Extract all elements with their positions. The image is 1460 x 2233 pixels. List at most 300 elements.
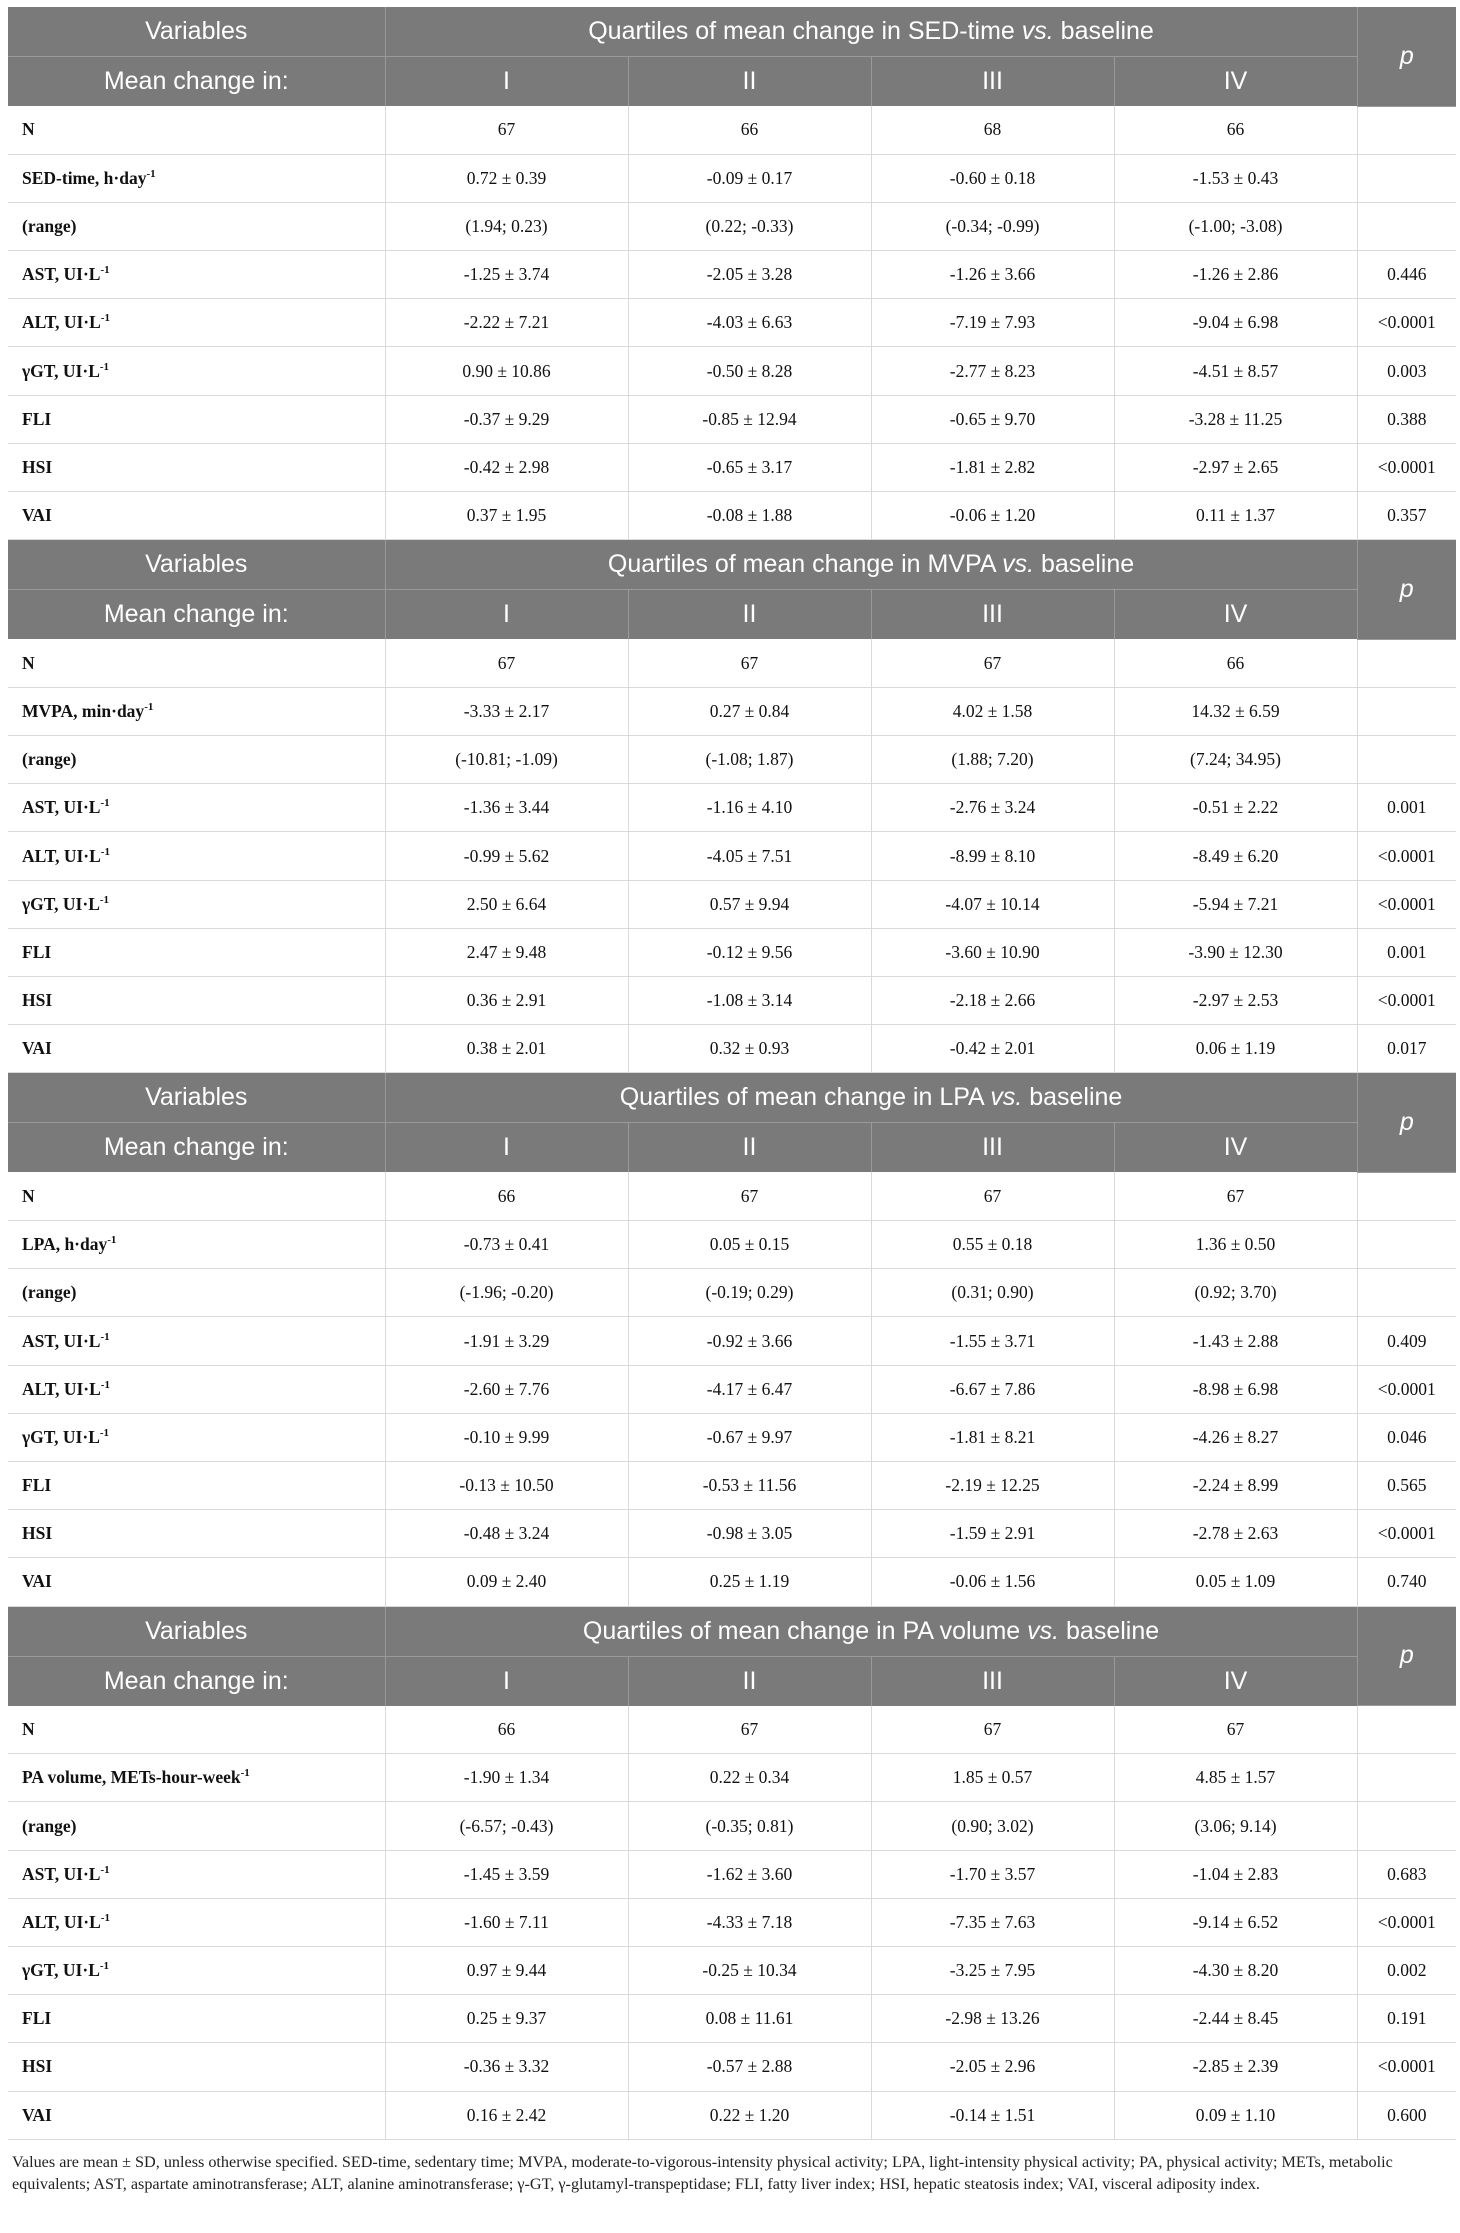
table-row: [8, 977, 1456, 1025]
quartile-ii-value: -0.65 ± 3.17: [628, 443, 871, 491]
quartile-iii-value: -0.14 ± 1.51: [871, 2091, 1114, 2139]
vs-label: vs.: [1027, 1616, 1060, 1645]
vs-label: vs.: [990, 1083, 1023, 1112]
quartile-i-value: -2.22 ± 7.21: [385, 299, 628, 347]
p-value: 0.446: [1357, 251, 1456, 299]
quartile-iv-value: -1.43 ± 2.88: [1114, 1317, 1357, 1365]
row-label: [8, 347, 385, 395]
p-value: 0.002: [1357, 1947, 1456, 1995]
row-label-superscript: -1: [100, 312, 110, 325]
table-header: [8, 7, 1456, 106]
table-row: [8, 1802, 1456, 1850]
p-value: [1357, 1269, 1456, 1317]
quartile-iii-value: -0.42 ± 2.01: [871, 1025, 1114, 1073]
quartile-ii-value: 66: [628, 106, 871, 154]
row-label-text: AST, UI·L: [22, 1863, 101, 1884]
row-label: [8, 1802, 385, 1850]
quartile-iv-value: -4.30 ± 8.20: [1114, 1947, 1357, 1995]
quartile-iii-value: -1.26 ± 3.66: [871, 251, 1114, 299]
quartile-i-value: -2.60 ± 7.76: [385, 1365, 628, 1413]
quartile-ii-value: (-1.08; 1.87): [628, 736, 871, 784]
quartile-i-value: 66: [385, 1706, 628, 1754]
quartile-i-value: -0.10 ± 9.99: [385, 1413, 628, 1461]
quartile-iii-value: (0.31; 0.90): [871, 1269, 1114, 1317]
row-label: [8, 1754, 385, 1802]
table-row: [8, 2043, 1456, 2091]
p-value: 0.388: [1357, 395, 1456, 443]
quartile-iv-header: IV: [1114, 57, 1357, 107]
p-value: [1357, 736, 1456, 784]
row-label: [8, 492, 385, 540]
p-value: 0.017: [1357, 1025, 1456, 1073]
p-value: [1357, 202, 1456, 250]
quartile-iv-value: -2.44 ± 8.45: [1114, 1995, 1357, 2043]
table-row: [8, 1947, 1456, 1995]
p-value: <0.0001: [1357, 443, 1456, 491]
title-prefix: Quartiles of mean change in: [607, 550, 928, 579]
table-header: [8, 540, 1456, 639]
row-label-superscript: -1: [99, 1960, 110, 1973]
row-label: [8, 395, 385, 443]
row-label-text: VAI: [22, 1571, 52, 1592]
quartile-iii-value: (0.90; 3.02): [871, 1802, 1114, 1850]
quartile-i-value: -1.91 ± 3.29: [385, 1317, 628, 1365]
quartile-iii-value: -1.70 ± 3.57: [871, 1850, 1114, 1898]
quartile-table: [8, 1607, 1456, 2140]
quartile-iii-value: 0.55 ± 0.18: [871, 1221, 1114, 1269]
quartile-i-value: -0.37 ± 9.29: [385, 395, 628, 443]
row-label: [8, 1995, 385, 2043]
row-label: [8, 1898, 385, 1946]
quartiles-title-header: [385, 7, 1357, 57]
p-value: 0.683: [1357, 1850, 1456, 1898]
quartile-iv-value: -8.49 ± 6.20: [1114, 832, 1357, 880]
table-row: [8, 639, 1456, 687]
table-row: [8, 1706, 1456, 1754]
row-label-text: AST, UI·L: [22, 264, 101, 285]
quartile-iv-value: (7.24; 34.95): [1114, 736, 1357, 784]
vs-label: vs.: [1002, 550, 1035, 579]
quartile-iv-value: -3.28 ± 11.25: [1114, 395, 1357, 443]
quartile-ii-value: (0.22; -0.33): [628, 202, 871, 250]
exposure-name: SED-time: [907, 17, 1015, 45]
quartile-iv-value: -2.24 ± 8.99: [1114, 1462, 1357, 1510]
row-label: [8, 1413, 385, 1461]
mean-change-header: Mean change in:: [103, 1666, 289, 1695]
p-value: [1357, 154, 1456, 202]
quartile-ii-value: -0.85 ± 12.94: [628, 395, 871, 443]
quartile-iv-value: (0.92; 3.70): [1114, 1269, 1357, 1317]
p-value: <0.0001: [1357, 880, 1456, 928]
p-value: [1357, 1172, 1456, 1220]
quartile-i-value: 67: [385, 639, 628, 687]
row-label: [8, 154, 385, 202]
p-value: 0.191: [1357, 1995, 1456, 2043]
row-label-superscript: -1: [146, 167, 156, 180]
row-label-superscript: -1: [99, 893, 110, 906]
quartile-ii-value: -0.25 ± 10.34: [628, 1947, 871, 1995]
quartile-ii-value: 0.08 ± 11.61: [628, 1995, 871, 2043]
quartile-i-value: 0.97 ± 9.44: [385, 1947, 628, 1995]
table-row: [8, 687, 1456, 735]
quartile-iv-value: -5.94 ± 7.21: [1114, 880, 1357, 928]
row-label: [8, 784, 385, 832]
table-header: [8, 1073, 1456, 1172]
row-label-superscript: -1: [240, 1767, 250, 1780]
quartile-i-value: (-1.96; -0.20): [385, 1269, 628, 1317]
variables-header: Variables: [8, 1073, 385, 1123]
p-value: 0.409: [1357, 1317, 1456, 1365]
row-label-text: FLI: [22, 1475, 52, 1496]
quartile-i-value: -0.48 ± 3.24: [385, 1510, 628, 1558]
row-label-text: AST, UI·L: [22, 1330, 101, 1351]
table-row: [8, 395, 1456, 443]
quartile-ii-value: (-0.19; 0.29): [628, 1269, 871, 1317]
quartile-iv-value: 66: [1114, 106, 1357, 154]
p-value: 0.046: [1357, 1413, 1456, 1461]
quartile-ii-value: 67: [628, 1172, 871, 1220]
row-label-superscript: -1: [99, 360, 110, 373]
table-row: [8, 1850, 1456, 1898]
table-row: [8, 1172, 1456, 1220]
quartile-ii-value: 0.57 ± 9.94: [628, 880, 871, 928]
quartile-iv-value: 14.32 ± 6.59: [1114, 687, 1357, 735]
quartile-i-value: 0.72 ± 0.39: [385, 154, 628, 202]
quartile-iii-header: III: [871, 1123, 1114, 1173]
row-label-text: N: [22, 1718, 35, 1739]
quartile-ii-value: 0.27 ± 0.84: [628, 687, 871, 735]
quartile-ii-value: (-0.35; 0.81): [628, 1802, 871, 1850]
quartile-iii-value: -0.65 ± 9.70: [871, 395, 1114, 443]
quartile-i-value: -0.36 ± 3.32: [385, 2043, 628, 2091]
quartile-iv-value: 0.05 ± 1.09: [1114, 1558, 1357, 1606]
row-label-text: PA volume, METs-hour-week: [22, 1767, 241, 1788]
exposure-name: PA volume: [902, 1616, 1021, 1645]
row-label-text: γGT, UI·L: [22, 893, 100, 914]
p-value: <0.0001: [1357, 2043, 1456, 2091]
quartile-iii-value: -2.18 ± 2.66: [871, 977, 1114, 1025]
quartile-ii-value: -4.03 ± 6.63: [628, 299, 871, 347]
quartile-iv-value: -1.53 ± 0.43: [1114, 154, 1357, 202]
quartile-iii-header: III: [871, 1656, 1114, 1706]
quartile-iv-header: IV: [1114, 590, 1357, 640]
quartile-iii-value: -4.07 ± 10.14: [871, 880, 1114, 928]
row-label-text: ALT, UI·L: [22, 1911, 101, 1932]
quartile-iv-value: -2.97 ± 2.53: [1114, 977, 1357, 1025]
table-row: [8, 832, 1456, 880]
quartile-i-value: 67: [385, 106, 628, 154]
quartile-iv-value: -4.26 ± 8.27: [1114, 1413, 1357, 1461]
row-label: [8, 1510, 385, 1558]
quartile-ii-value: 0.32 ± 0.93: [628, 1025, 871, 1073]
quartile-iii-value: -2.77 ± 8.23: [871, 347, 1114, 395]
quartile-i-value: 0.37 ± 1.95: [385, 492, 628, 540]
quartile-ii-value: 0.22 ± 0.34: [628, 1754, 871, 1802]
row-label: [8, 251, 385, 299]
quartile-i-value: -1.25 ± 3.74: [385, 251, 628, 299]
row-label-text: AST, UI·L: [22, 797, 101, 818]
row-label: [8, 832, 385, 880]
quartile-ii-header: II: [628, 1656, 871, 1706]
row-label: [8, 106, 385, 154]
quartile-table: [8, 540, 1456, 1073]
variables-header: Variables: [8, 7, 385, 57]
quartile-i-value: (1.94; 0.23): [385, 202, 628, 250]
p-value: <0.0001: [1357, 1365, 1456, 1413]
exposure-name: LPA: [939, 1083, 984, 1112]
p-value: 0.357: [1357, 492, 1456, 540]
row-label: [8, 202, 385, 250]
row-label-text: ALT, UI·L: [22, 1378, 101, 1399]
quartile-iv-value: -9.04 ± 6.98: [1114, 299, 1357, 347]
quartile-ii-value: -0.08 ± 1.88: [628, 492, 871, 540]
quartile-iii-value: (1.88; 7.20): [871, 736, 1114, 784]
p-value-header: p: [1357, 7, 1456, 106]
table-body: [8, 639, 1456, 1073]
row-label: [8, 687, 385, 735]
row-label-superscript: -1: [100, 1912, 110, 1925]
quartile-iii-value: -0.06 ± 1.20: [871, 492, 1114, 540]
row-label-superscript: -1: [100, 1378, 110, 1391]
quartile-i-value: 0.09 ± 2.40: [385, 1558, 628, 1606]
row-label-superscript: -1: [100, 845, 110, 858]
row-label: [8, 977, 385, 1025]
quartile-ii-value: 67: [628, 639, 871, 687]
quartile-ii-value: -0.67 ± 9.97: [628, 1413, 871, 1461]
quartile-iv-value: 66: [1114, 639, 1357, 687]
mean-change-header: Mean change in:: [103, 600, 289, 629]
title-suffix: baseline: [1022, 1083, 1123, 1112]
row-label: [8, 639, 385, 687]
table-row: [8, 299, 1456, 347]
quartile-iii-value: -8.99 ± 8.10: [871, 832, 1114, 880]
p-value-header: p: [1357, 1073, 1456, 1172]
row-label-text: (range): [22, 215, 77, 236]
mean-change-header: Mean change in:: [103, 1133, 289, 1162]
quartile-i-value: -1.60 ± 7.11: [385, 1898, 628, 1946]
quartile-iv-value: -3.90 ± 12.30: [1114, 928, 1357, 976]
quartile-i-value: 0.25 ± 9.37: [385, 1995, 628, 2043]
p-value-header: p: [1357, 540, 1456, 639]
p-value: [1357, 106, 1456, 154]
quartile-iv-value: -2.85 ± 2.39: [1114, 2043, 1357, 2091]
quartile-i-value: 2.50 ± 6.64: [385, 880, 628, 928]
quartile-iv-value: -2.78 ± 2.63: [1114, 1510, 1357, 1558]
quartile-iii-value: 67: [871, 639, 1114, 687]
title-suffix: baseline: [1034, 550, 1135, 579]
table-body: [8, 106, 1456, 540]
quartile-ii-header: II: [628, 590, 871, 640]
p-value: [1357, 1754, 1456, 1802]
quartile-ii-value: -1.08 ± 3.14: [628, 977, 871, 1025]
variables-header: Variables: [8, 540, 385, 590]
table-row: [8, 1995, 1456, 2043]
quartile-i-header: I: [385, 1123, 628, 1173]
table-row: [8, 784, 1456, 832]
row-label: [8, 928, 385, 976]
p-value: 0.001: [1357, 928, 1456, 976]
quartile-iv-value: 0.11 ± 1.37: [1114, 492, 1357, 540]
row-label: [8, 1269, 385, 1317]
quartile-iv-value: 67: [1114, 1172, 1357, 1220]
row-label-text: FLI: [22, 2008, 52, 2029]
quartile-ii-value: -4.17 ± 6.47: [628, 1365, 871, 1413]
quartile-ii-value: -0.09 ± 0.17: [628, 154, 871, 202]
quartile-iii-header: III: [871, 590, 1114, 640]
exposure-name: MVPA: [927, 550, 996, 579]
quartile-i-value: (-10.81; -1.09): [385, 736, 628, 784]
quartile-iv-value: -9.14 ± 6.52: [1114, 1898, 1357, 1946]
quartile-i-value: -1.36 ± 3.44: [385, 784, 628, 832]
mean-change-header: Mean change in:: [103, 67, 289, 95]
quartile-iii-value: 4.02 ± 1.58: [871, 687, 1114, 735]
row-label-text: γGT, UI·L: [22, 1426, 100, 1447]
row-label-text: N: [22, 119, 35, 140]
quartile-i-value: -0.99 ± 5.62: [385, 832, 628, 880]
p-value: <0.0001: [1357, 832, 1456, 880]
results-table-document: [8, 7, 1456, 2195]
table-row: [8, 736, 1456, 784]
quartile-ii-value: -1.16 ± 4.10: [628, 784, 871, 832]
row-label-superscript: -1: [100, 264, 110, 277]
p-value: 0.600: [1357, 2091, 1456, 2139]
row-label: [8, 1317, 385, 1365]
row-label-text: VAI: [22, 1038, 52, 1059]
row-label-text: ALT, UI·L: [22, 845, 101, 866]
table-row: [8, 492, 1456, 540]
p-value: [1357, 1706, 1456, 1754]
row-label: [8, 1365, 385, 1413]
quartiles-title-header: [385, 1073, 1357, 1123]
p-value-header: p: [1357, 1607, 1456, 1706]
row-label: [8, 299, 385, 347]
row-label-text: VAI: [22, 505, 52, 526]
table-row: [8, 1413, 1456, 1461]
row-label: [8, 1462, 385, 1510]
quartile-iv-value: 1.36 ± 0.50: [1114, 1221, 1357, 1269]
quartile-iii-value: -1.81 ± 2.82: [871, 443, 1114, 491]
row-label-text: VAI: [22, 2104, 52, 2125]
row-label-text: HSI: [22, 1523, 53, 1544]
row-label-text: γGT, UI·L: [22, 1960, 100, 1981]
row-label-text: HSI: [22, 990, 53, 1011]
quartile-ii-value: -2.05 ± 3.28: [628, 251, 871, 299]
quartile-tables: [8, 7, 1456, 2140]
p-value: 0.565: [1357, 1462, 1456, 1510]
quartile-iii-value: -2.98 ± 13.26: [871, 1995, 1114, 2043]
quartile-ii-header: II: [628, 1123, 871, 1173]
quartile-ii-value: -0.98 ± 3.05: [628, 1510, 871, 1558]
table-row: [8, 1025, 1456, 1073]
table-header: [8, 1607, 1456, 1706]
p-value: [1357, 1221, 1456, 1269]
quartile-i-value: -1.90 ± 1.34: [385, 1754, 628, 1802]
quartile-i-value: 66: [385, 1172, 628, 1220]
quartile-iii-value: -0.60 ± 0.18: [871, 154, 1114, 202]
quartile-i-value: 0.38 ± 2.01: [385, 1025, 628, 1073]
p-value: <0.0001: [1357, 1510, 1456, 1558]
quartile-iv-value: -0.51 ± 2.22: [1114, 784, 1357, 832]
table-row: [8, 1317, 1456, 1365]
quartile-iii-value: -3.60 ± 10.90: [871, 928, 1114, 976]
table-row: [8, 928, 1456, 976]
quartile-i-value: -1.45 ± 3.59: [385, 1850, 628, 1898]
quartile-i-value: -0.73 ± 0.41: [385, 1221, 628, 1269]
table-row: [8, 1898, 1456, 1946]
row-label-text: (range): [22, 1815, 77, 1836]
vs-label: vs.: [1021, 17, 1054, 45]
quartile-iv-value: 67: [1114, 1706, 1357, 1754]
quartile-ii-value: -4.33 ± 7.18: [628, 1898, 871, 1946]
p-value: [1357, 1802, 1456, 1850]
table-row: [8, 1510, 1456, 1558]
table-row: [8, 202, 1456, 250]
row-label-text: (range): [22, 1282, 77, 1303]
quartile-ii-value: -0.92 ± 3.66: [628, 1317, 871, 1365]
table-row: [8, 154, 1456, 202]
table-row: [8, 1365, 1456, 1413]
quartile-ii-value: 0.05 ± 0.15: [628, 1221, 871, 1269]
quartile-iii-value: -2.05 ± 2.96: [871, 2043, 1114, 2091]
quartile-ii-value: -0.53 ± 11.56: [628, 1462, 871, 1510]
quartile-iv-value: -4.51 ± 8.57: [1114, 347, 1357, 395]
row-label-superscript: -1: [100, 1863, 110, 1876]
row-label-text: SED-time, h·day: [22, 167, 147, 188]
p-value: 0.740: [1357, 1558, 1456, 1606]
title-suffix: baseline: [1059, 1616, 1160, 1645]
title-prefix: Quartiles of mean change in: [582, 1616, 903, 1645]
quartile-iii-value: 68: [871, 106, 1114, 154]
row-label-text: FLI: [22, 941, 52, 962]
row-label-text: γGT, UI·L: [22, 360, 100, 381]
row-label: [8, 1850, 385, 1898]
quartile-ii-value: -0.12 ± 9.56: [628, 928, 871, 976]
quartile-i-value: -0.13 ± 10.50: [385, 1462, 628, 1510]
p-value: <0.0001: [1357, 299, 1456, 347]
row-label-text: N: [22, 1185, 35, 1206]
title-prefix: Quartiles of mean change in: [588, 17, 908, 45]
quartile-iv-header: IV: [1114, 1656, 1357, 1706]
table-row: [8, 1558, 1456, 1606]
quartile-ii-header: II: [628, 57, 871, 107]
quartile-table: [8, 7, 1456, 540]
row-label-text: ALT, UI·L: [22, 312, 101, 333]
quartile-ii-value: -0.57 ± 2.88: [628, 2043, 871, 2091]
table-body: [8, 1172, 1456, 1606]
row-label: [8, 1025, 385, 1073]
quartile-iii-value: 67: [871, 1706, 1114, 1754]
quartile-i-value: 0.90 ± 10.86: [385, 347, 628, 395]
p-value: [1357, 687, 1456, 735]
table-row: [8, 880, 1456, 928]
quartile-iv-header: IV: [1114, 1123, 1357, 1173]
row-label: [8, 2043, 385, 2091]
row-label-text: MVPA, min·day: [22, 700, 145, 721]
quartile-table: [8, 1073, 1456, 1606]
title-prefix: Quartiles of mean change in: [619, 1083, 940, 1112]
quartile-ii-value: -1.62 ± 3.60: [628, 1850, 871, 1898]
variables-header: Variables: [8, 1607, 385, 1657]
quartile-i-value: 0.16 ± 2.42: [385, 2091, 628, 2139]
quartile-ii-value: -4.05 ± 7.51: [628, 832, 871, 880]
row-label-text: (range): [22, 749, 77, 770]
row-label-text: HSI: [22, 2056, 53, 2077]
p-value: <0.0001: [1357, 1898, 1456, 1946]
quartile-ii-value: -0.50 ± 8.28: [628, 347, 871, 395]
quartile-iii-value: (-0.34; -0.99): [871, 202, 1114, 250]
p-value: [1357, 639, 1456, 687]
row-label: [8, 2091, 385, 2139]
